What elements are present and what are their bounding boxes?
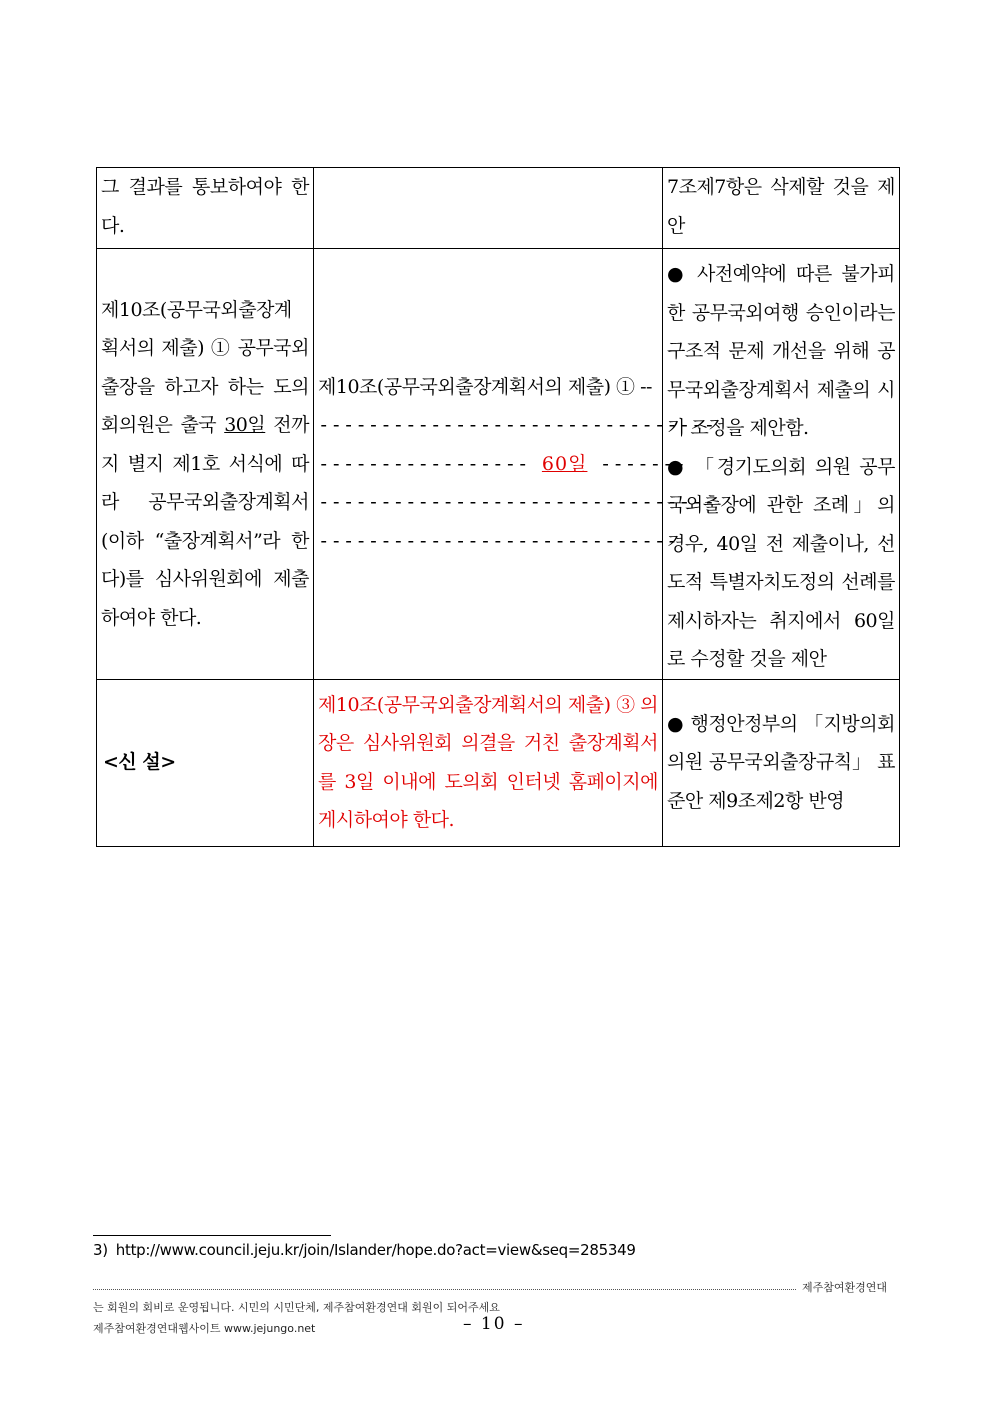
new-provision-label: <신 설> <box>97 679 314 846</box>
footer-website[interactable]: 제주참여환경연대웹사이트 www.jejungo.net <box>93 1322 316 1335</box>
dash-post: ------- <box>587 452 687 475</box>
footnote <box>93 1241 636 1259</box>
footnote-link[interactable]: http://www.council.jeju.kr/join/Islander/hope.do?act=view&seq=285349 <box>115 1241 636 1259</box>
footer-org-name: 제주참여환경연대 <box>802 1281 888 1294</box>
proposed-line: -------------------------------- <box>318 491 717 513</box>
table-row <box>97 249 900 680</box>
proposed-provision-cell <box>314 168 663 249</box>
page-number: – 10 – <box>463 1314 525 1334</box>
reason-cell: ● 행정안정부의 「지방의회 의원 공무국외출장규칙」 표준안 제9조제2항 반영 <box>663 679 900 846</box>
proposed-line: 제10조(공무국외출장계획서의 제출) ① -- <box>318 375 652 398</box>
proposed-provision-cell <box>314 249 717 680</box>
proposed-line: ----------------------------- <box>318 529 679 552</box>
current-text-pre: 제10조(공무국외출장계획서의 제출) ① 공무국외출장을 하고자 하는 도의회의원은 출국 <box>101 298 309 436</box>
table-row <box>97 679 900 846</box>
reason-cell <box>663 249 900 680</box>
proposed-line <box>318 445 687 484</box>
reason-bullet: ● 사전예약에 따른 불가피한 공무국외여행 승인이라는 구조적 문제 개선을 위해 공무국외출장계획서 제출의 시기 조정을 제안함. <box>667 263 895 439</box>
current-provision-cell <box>97 249 314 680</box>
footer-message: 는 회원의 회비로 운영됩니다. 시민의 시민단체, 제주참여환경연대 회원이 되어주세요 <box>93 1301 500 1314</box>
proposed-provision-cell: 제10조(공무국외출장계획서의 제출) ③ 의장은 심사위원회 의결을 거친 출장계획서를 3일 이내에 도의회 인터넷 홈페이지에 게시하여야 한다. <box>314 679 663 846</box>
reason-cell: 7조제7항은 삭제할 것을 제안 <box>663 168 900 249</box>
table-row <box>97 168 900 249</box>
comparison-table <box>96 167 900 847</box>
footer-dotted-divider <box>93 1289 796 1290</box>
deadline-underlined: 30일 <box>224 414 266 436</box>
footnote-divider <box>93 1235 331 1236</box>
proposed-line: -------------------------------- <box>318 414 717 436</box>
footnote-number: 3) <box>93 1241 108 1259</box>
changed-deadline: 60일 <box>541 452 588 475</box>
current-text-post: 전까지 별지 제1호 서식에 따라 공무국외출장계획서(이하 “출장계획서”라 한다)를 심사위원회에 제출하여야 한다. <box>101 414 309 629</box>
current-provision-cell: 그 결과를 통보하여야 한다. <box>97 168 314 249</box>
reason-bullet: ● 「경기도의회 의원 공무국외출장에 관한 조례」의 경우, 40일 전 제출이나, 선도적 특별자치도정의 선례를 제시하자는 취지에서 60일로 수정할 것을 제안 <box>667 455 895 670</box>
dash-pre: ----------------- <box>318 452 542 475</box>
